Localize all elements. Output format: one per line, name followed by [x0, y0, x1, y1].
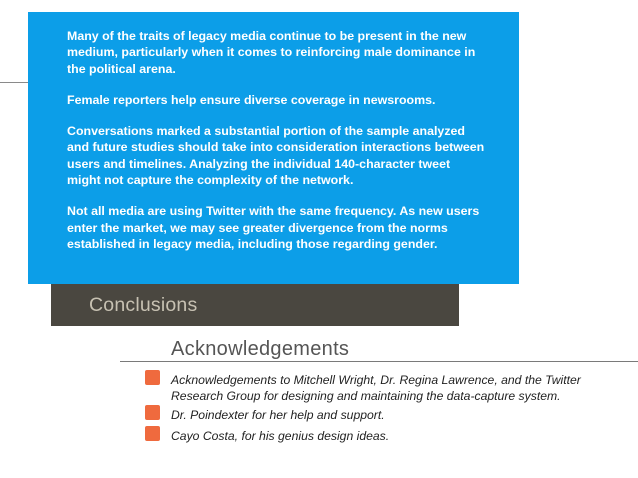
- acknowledgements-title: Acknowledgements: [171, 338, 350, 360]
- bullet-square-icon: [145, 426, 160, 441]
- left-divider-line: [0, 82, 30, 83]
- finding-paragraph: Not all media are using Twitter with the same frequency. As new users enter the market, we may see greater divergence from the norms established in legacy media, including those regarding gender.: [67, 204, 480, 251]
- finding-paragraph: Many of the traits of legacy media continue to be present in the new medium, particularly when it comes to reinforcing male dominance in the political arena.: [67, 29, 476, 76]
- conclusions-title: Conclusions: [89, 294, 198, 316]
- acknowledgements-divider-line: [120, 361, 638, 362]
- findings-box: [28, 12, 519, 284]
- bullet-square-icon: [145, 370, 160, 385]
- acknowledgement-item: Acknowledgements to Mitchell Wright, Dr. Regina Lawrence, and the Twitter Research Group for designing and maintaining the data-capture system.: [171, 373, 581, 403]
- acknowledgement-item: Dr. Poindexter for her help and support.: [171, 408, 385, 422]
- finding-paragraph: Female reporters help ensure diverse coverage in newsrooms.: [67, 92, 436, 107]
- finding-paragraph: Conversations marked a substantial portion of the sample analyzed and future studies should take into consideration interactions between users and timelines. Analyzing the individual 140-character tweet might not capture the complexity of the network.: [67, 124, 485, 188]
- bullet-square-icon: [145, 405, 160, 420]
- acknowledgement-item: Cayo Costa, for his genius design ideas.: [171, 429, 390, 443]
- conclusions-header-bar: [51, 284, 459, 326]
